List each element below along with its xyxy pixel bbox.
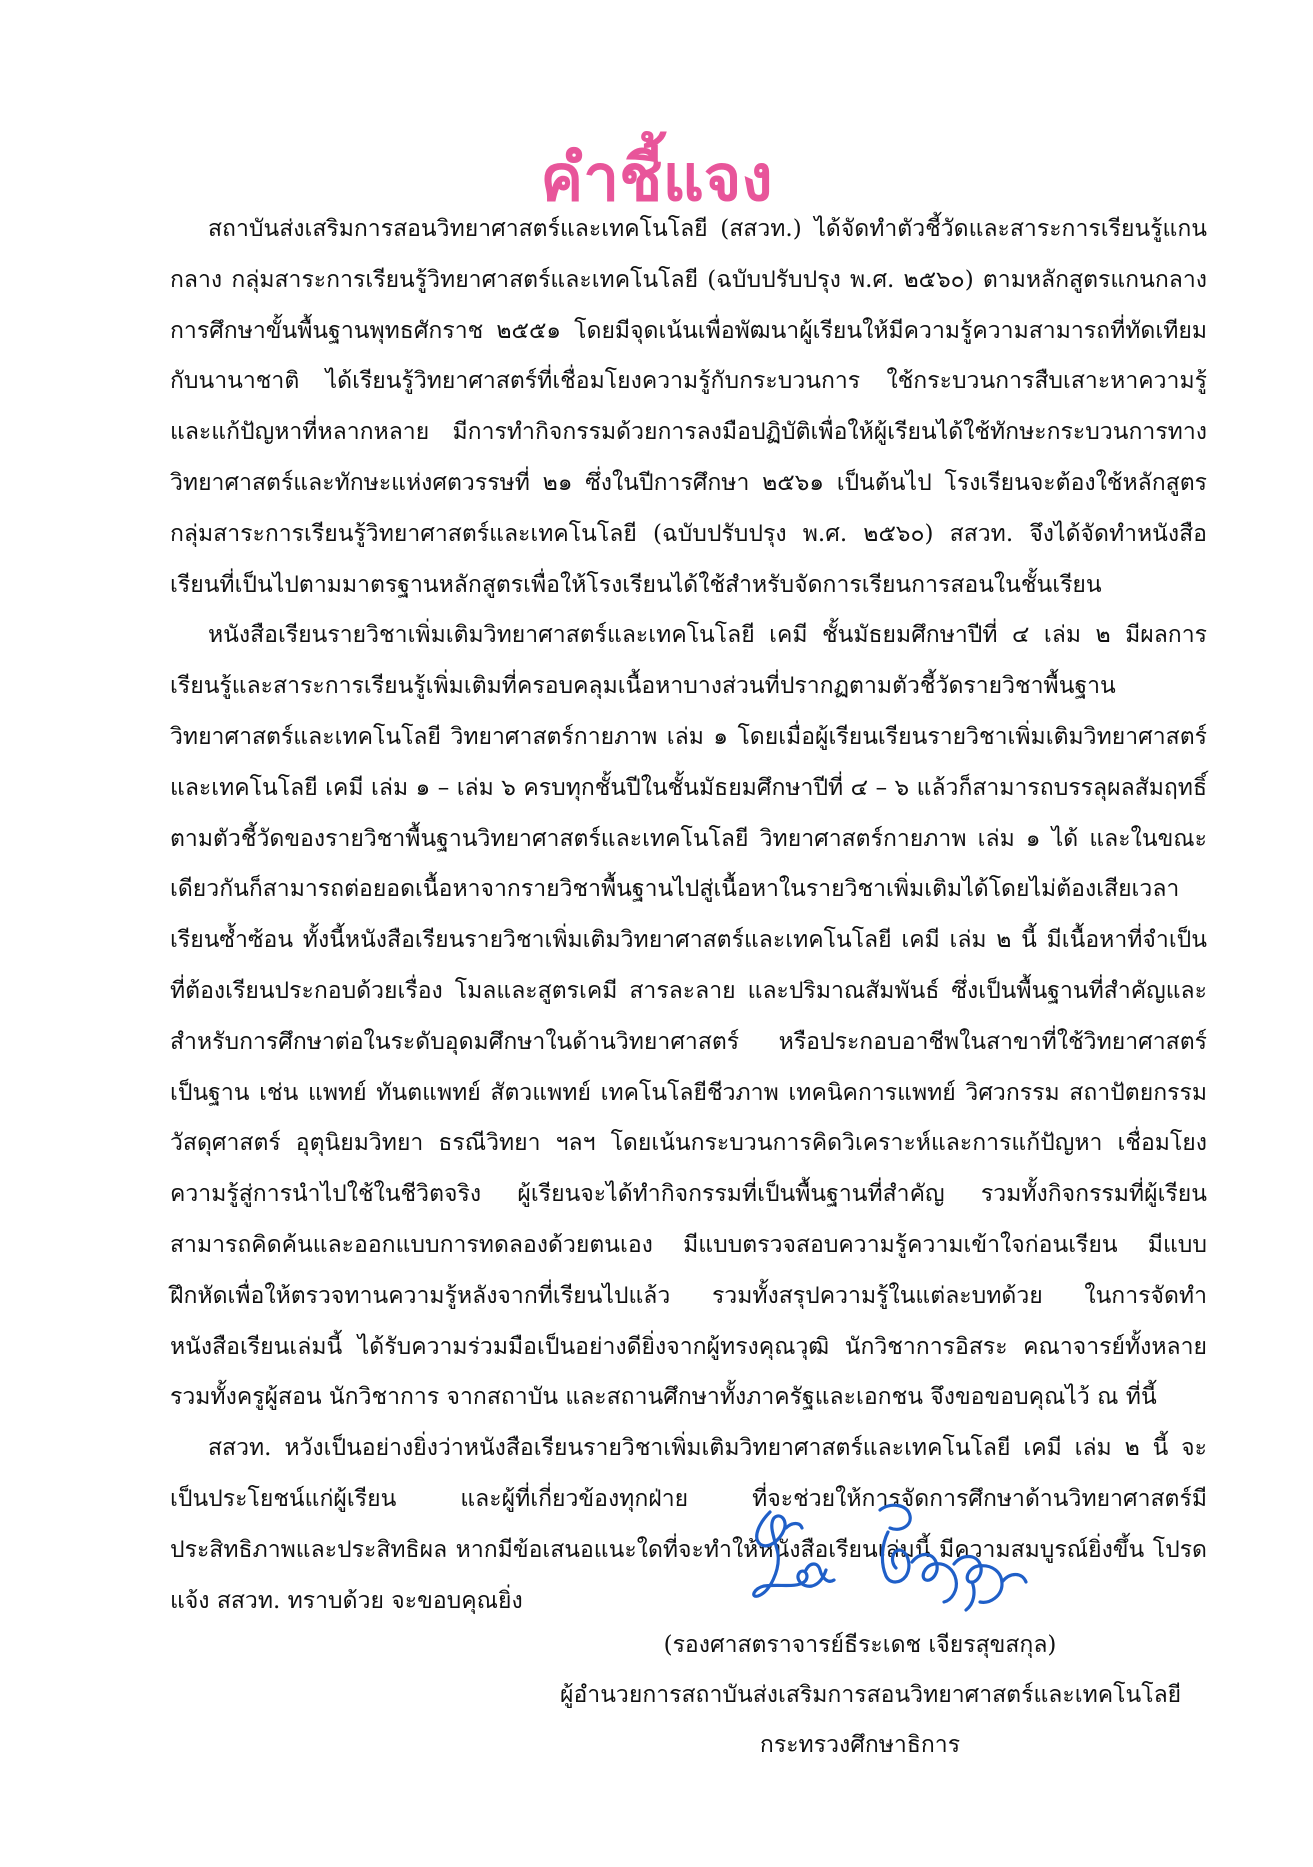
paragraph-book-content: หนังสือเรียนรายวิชาเพิ่มเติมวิทยาศาสตร์และเทคโนโลยี เคมี ชั้นมัธยมศึกษาปีที่ ๔ เล่ม ๒ มีผลการเรียนรู้และสาระการเรียนรู้เพิ่มเติมที่ครอบคลุมเนื้อหาบางส่วนที่ปรากฏตามตัวชี้วัดรายวิชาพื้นฐานวิทยาศาสตร์และเทคโนโลยี วิทยาศาสตร์กายภาพ เล่ม ๑ โดยเมื่อผู้เรียนเรียนรายวิชาเพิ่มเติมวิทยาศาสตร์และเทคโนโลยี เคมี เล่ม ๑ – เล่ม ๖ ครบทุกชั้นปีในชั้นมัธยมศึกษาปีที่ ๔ – ๖ แล้วก็สามารถบรรลุผลสัมฤทธิ์ตามตัวชี้วัดของรายวิชาพื้นฐานวิทยาศาสตร์และเทคโนโลยี วิทยาศาสตร์กายภาพ เล่ม ๑ ได้ และในขณะเดียวกันก็สามารถต่อยอดเนื้อหาจากรายวิชาพื้นฐานไปสู่เนื้อหาในรายวิชาเพิ่มเติมได้โดยไม่ต้องเสียเวลาเรียนซ้ำซ้อน ทั้งนี้หนังสือเรียนรายวิชาเพิ่มเติมวิทยาศาสตร์และเทคโนโลยี เคมี เล่ม ๒ นี้ มีเนื้อหาที่จำเป็นที่ต้องเรียนประกอบด้วยเรื่อง โมลและสูตรเคมี สารละลาย และปริมาณสัมพันธ์ ซึ่งเป็นพื้นฐานที่สำคัญและสำหรับการศึกษาต่อในระดับอุดมศึกษาในด้านวิทยาศาสตร์ หรือประกอบอาชีพในสาขาที่ใช้วิทยาศาสตร์เป็นฐาน เช่น แพทย์ ทันตแพทย์ สัตวแพทย์ เทคโนโลยีชีวภาพ เทคนิคการแพทย์ วิศวกรรม สถาปัตยกรรม วัสดุศาสตร์ อุตุนิยมวิทยา ธรณีวิทยา ฯลฯ โดยเน้นกระบวนการคิดวิเคราะห์และการแก้ปัญหา เชื่อมโยงความรู้สู่การนำไปใช้ในชีวิตจริง ผู้เรียนจะได้ทำกิจกรรมที่เป็นพื้นฐานที่สำคัญ รวมทั้งกิจกรรมที่ผู้เรียนสามารถคิดค้นและออกแบบการทดลองด้วยตนเอง มีแบบตรวจสอบความรู้ความเข้าใจก่อนเรียน มีแบบฝึกหัดเพื่อให้ตรวจทานความรู้หลังจากที่เรียนไปแล้ว รวมทั้งสรุปความรู้ในแต่ละบทด้วย ในการจัดทำหนังสือเรียนเล่มนี้ ได้รับความร่วมมือเป็นอย่างดียิ่งจากผู้ทรงคุณวุฒิ นักวิชาการอิสระ คณาจารย์ทั้งหลาย รวมทั้งครูผู้สอน นักวิชาการ จากสถาบัน และสถานศึกษาทั้งภาครัฐและเอกชน จึงขอขอบคุณไว้ ณ ที่นี้ — [170, 622, 1207, 1411]
page-title: คำชี้แจง — [540, 141, 773, 216]
handwritten-signature — [740, 1492, 1060, 1612]
signatory-position: ผู้อำนวยการสถาบันส่งเสริมการสอนวิทยาศาสตร์และเทคโนโลยี — [560, 1682, 1182, 1708]
paragraph-intro: สถาบันส่งเสริมการสอนวิทยาศาสตร์และเทคโนโลยี (สสวท.) ได้จัดทำตัวชี้วัดและสาระการเรียนรู้แกนกลาง กลุ่มสาระการเรียนรู้วิทยาศาสตร์และเทคโนโลยี (ฉบับปรับปรุง พ.ศ. ๒๕๖๐) ตามหลักสูตรแกนกลางการศึกษาขั้นพื้นฐานพุทธศักราช ๒๕๕๑ โดยมีจุดเน้นเพื่อพัฒนาผู้เรียนให้มีความรู้ความสามารถที่ทัดเทียมกับนานาชาติ ได้เรียนรู้วิทยาศาสตร์ที่เชื่อมโยงความรู้กับกระบวนการ ใช้กระบวนการสืบเสาะหาความรู้และแก้ปัญหาที่หลากหลาย มีการทำกิจกรรมด้วยการลงมือปฏิบัติเพื่อให้ผู้เรียนได้ใช้ทักษะกระบวนการทางวิทยาศาสตร์และทักษะแห่งศตวรรษที่ ๒๑ ซึ่งในปีการศึกษา ๒๕๖๑ เป็นต้นไป โรงเรียนจะต้องใช้หลักสูตรกลุ่มสาระการเรียนรู้วิทยาศาสตร์และเทคโนโลยี (ฉบับปรับปรุง พ.ศ. ๒๕๖๐) สสวท. จึงได้จัดทำหนังสือเรียนที่เป็นไปตามมาตรฐานหลักสูตรเพื่อให้โรงเรียนได้ใช้สำหรับจัดการเรียนการสอนในชั้นเรียน — [170, 216, 1208, 598]
signatory-name: (รองศาสตราจารย์ธีระเดช เจียรสุขสกุล) — [663, 1632, 1057, 1658]
signatory-block — [560, 1620, 1182, 1770]
signatory-organization: กระทรวงศึกษาธิการ — [759, 1732, 961, 1758]
paragraph-closing: สสวท. หวังเป็นอย่างยิ่งว่าหนังสือเรียนรายวิชาเพิ่มเติมวิทยาศาสตร์และเทคโนโลยี เคมี เล่ม ๒ นี้ จะเป็นประโยชน์แก่ผู้เรียน และผู้ที่เกี่ยวข้องทุกฝ่าย ที่จะช่วยให้การจัดการศึกษาด้านวิทยาศาสตร์มีประสิทธิภาพและประสิทธิผล หากมีข้อเสนอแนะใดที่จะทำให้หนังสือเรียนเล่มนี้ มีความสมบูรณ์ยิ่งขึ้น โปรดแจ้ง สสวท. ทราบด้วย จะขอบคุณยิ่ง — [170, 1435, 1207, 1614]
document-body — [170, 204, 1207, 1626]
